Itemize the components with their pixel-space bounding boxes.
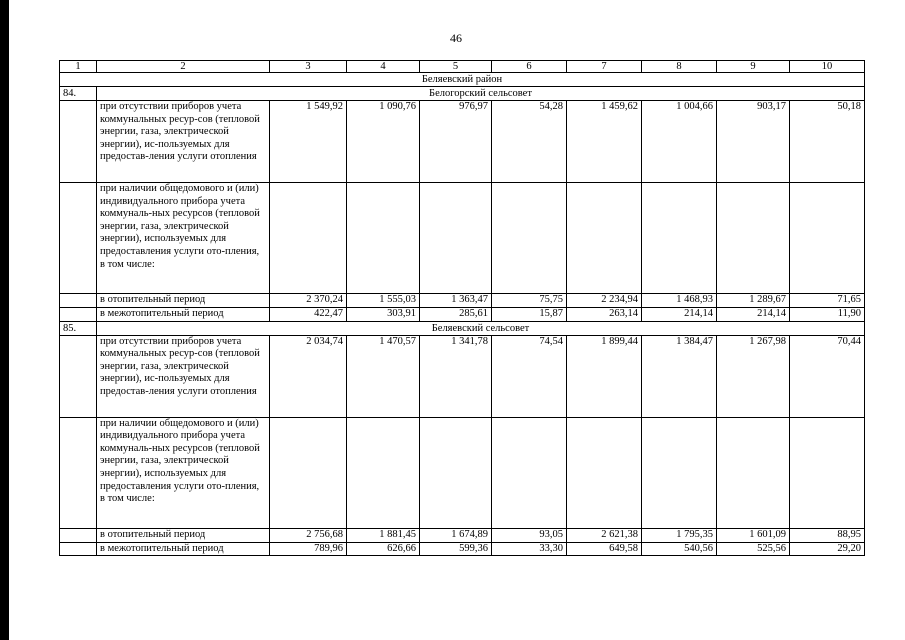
empty-number-cell <box>60 528 97 542</box>
value-cell: 15,87 <box>492 308 567 322</box>
value-cell <box>347 417 420 528</box>
value-cell <box>420 417 492 528</box>
row-label: в отопительный период <box>97 528 270 542</box>
empty-number-cell <box>60 417 97 528</box>
value-cell: 1 881,45 <box>347 528 420 542</box>
column-header-row <box>60 61 865 73</box>
value-cell: 2 756,68 <box>270 528 347 542</box>
value-cell: 71,65 <box>790 294 865 308</box>
value-cell <box>567 183 642 294</box>
table-row <box>60 542 865 556</box>
empty-number-cell <box>60 308 97 322</box>
table-row <box>60 528 865 542</box>
value-cell: 1 004,66 <box>642 101 717 183</box>
value-cell: 1 795,35 <box>642 528 717 542</box>
column-header: 6 <box>492 61 567 73</box>
value-cell: 1 899,44 <box>567 335 642 417</box>
value-cell: 1 267,98 <box>717 335 790 417</box>
table-row <box>60 101 865 183</box>
column-header: 8 <box>642 61 717 73</box>
value-cell: 214,14 <box>717 308 790 322</box>
district-name: Беляевский район <box>60 73 865 87</box>
value-cell: 1 090,76 <box>347 101 420 183</box>
value-cell <box>270 183 347 294</box>
value-cell: 285,61 <box>420 308 492 322</box>
value-cell <box>717 183 790 294</box>
row-label: при наличии общедомового и (или) индивидуального прибора учета коммуналь-ных ресурсов (тепловой энергии, газа, электрической энергии), используемых для предоставления услуги ото-пления, в том числе: <box>97 183 270 294</box>
value-cell <box>790 417 865 528</box>
value-cell: 75,75 <box>492 294 567 308</box>
row-label: в отопительный период <box>97 294 270 308</box>
value-cell <box>717 417 790 528</box>
row-label: при наличии общедомового и (или) индивидуального прибора учета коммуналь-ных ресурсов (тепловой энергии, газа, электрической энергии), используемых для предоставления услуги ото-пления, в том числе: <box>97 417 270 528</box>
row-label: в межотопительный период <box>97 308 270 322</box>
value-cell <box>567 417 642 528</box>
column-header: 7 <box>567 61 642 73</box>
district-row <box>60 73 865 87</box>
table-row <box>60 183 865 294</box>
table-row <box>60 335 865 417</box>
value-cell: 88,95 <box>790 528 865 542</box>
value-cell: 1 468,93 <box>642 294 717 308</box>
value-cell: 54,28 <box>492 101 567 183</box>
column-header: 2 <box>97 61 270 73</box>
value-cell: 1 549,92 <box>270 101 347 183</box>
value-cell: 599,36 <box>420 542 492 556</box>
value-cell: 2 370,24 <box>270 294 347 308</box>
column-header: 1 <box>60 61 97 73</box>
value-cell: 29,20 <box>790 542 865 556</box>
value-cell: 1 555,03 <box>347 294 420 308</box>
table-body <box>60 61 865 556</box>
tariff-table <box>59 60 865 556</box>
empty-number-cell <box>60 101 97 183</box>
page-number: 46 <box>450 31 462 45</box>
value-cell: 976,97 <box>420 101 492 183</box>
value-cell <box>420 183 492 294</box>
value-cell: 2 034,74 <box>270 335 347 417</box>
value-cell: 1 363,47 <box>420 294 492 308</box>
value-cell: 1 289,67 <box>717 294 790 308</box>
empty-number-cell <box>60 294 97 308</box>
column-header: 3 <box>270 61 347 73</box>
settlement-number: 84. <box>60 87 97 101</box>
value-cell: 1 601,09 <box>717 528 790 542</box>
value-cell: 214,14 <box>642 308 717 322</box>
value-cell: 649,58 <box>567 542 642 556</box>
value-cell: 903,17 <box>717 101 790 183</box>
value-cell: 74,54 <box>492 335 567 417</box>
settlement-name: Беляевский сельсовет <box>97 321 865 335</box>
value-cell: 789,96 <box>270 542 347 556</box>
value-cell: 422,47 <box>270 308 347 322</box>
value-cell <box>790 183 865 294</box>
column-header: 10 <box>790 61 865 73</box>
table-row <box>60 417 865 528</box>
empty-number-cell <box>60 542 97 556</box>
settlement-row <box>60 87 865 101</box>
value-cell: 11,90 <box>790 308 865 322</box>
value-cell <box>492 417 567 528</box>
settlement-row <box>60 321 865 335</box>
table-row <box>60 308 865 322</box>
value-cell: 93,05 <box>492 528 567 542</box>
column-header: 4 <box>347 61 420 73</box>
value-cell <box>642 417 717 528</box>
table-row <box>60 294 865 308</box>
value-cell: 1 459,62 <box>567 101 642 183</box>
column-header: 9 <box>717 61 790 73</box>
settlement-number: 85. <box>60 321 97 335</box>
page-edge-bar <box>0 0 9 640</box>
value-cell: 303,91 <box>347 308 420 322</box>
row-label: в межотопительный период <box>97 542 270 556</box>
value-cell: 540,56 <box>642 542 717 556</box>
value-cell <box>642 183 717 294</box>
empty-number-cell <box>60 183 97 294</box>
column-header: 5 <box>420 61 492 73</box>
value-cell: 2 234,94 <box>567 294 642 308</box>
settlement-name: Белогорский сельсовет <box>97 87 865 101</box>
value-cell: 1 470,57 <box>347 335 420 417</box>
row-label: при отсутствии приборов учета коммунальных ресур-сов (тепловой энергии, газа, электрической энергии), ис-пользуемых для предостав-ления услуги отопления <box>97 101 270 183</box>
value-cell: 525,56 <box>717 542 790 556</box>
value-cell: 33,30 <box>492 542 567 556</box>
value-cell: 1 384,47 <box>642 335 717 417</box>
value-cell: 263,14 <box>567 308 642 322</box>
empty-number-cell <box>60 335 97 417</box>
value-cell: 70,44 <box>790 335 865 417</box>
row-label: при отсутствии приборов учета коммунальных ресур-сов (тепловой энергии, газа, электрической энергии), ис-пользуемых для предостав-ления услуги отопления <box>97 335 270 417</box>
value-cell: 626,66 <box>347 542 420 556</box>
value-cell: 50,18 <box>790 101 865 183</box>
value-cell: 2 621,38 <box>567 528 642 542</box>
value-cell: 1 674,89 <box>420 528 492 542</box>
value-cell <box>347 183 420 294</box>
value-cell: 1 341,78 <box>420 335 492 417</box>
value-cell <box>270 417 347 528</box>
value-cell <box>492 183 567 294</box>
